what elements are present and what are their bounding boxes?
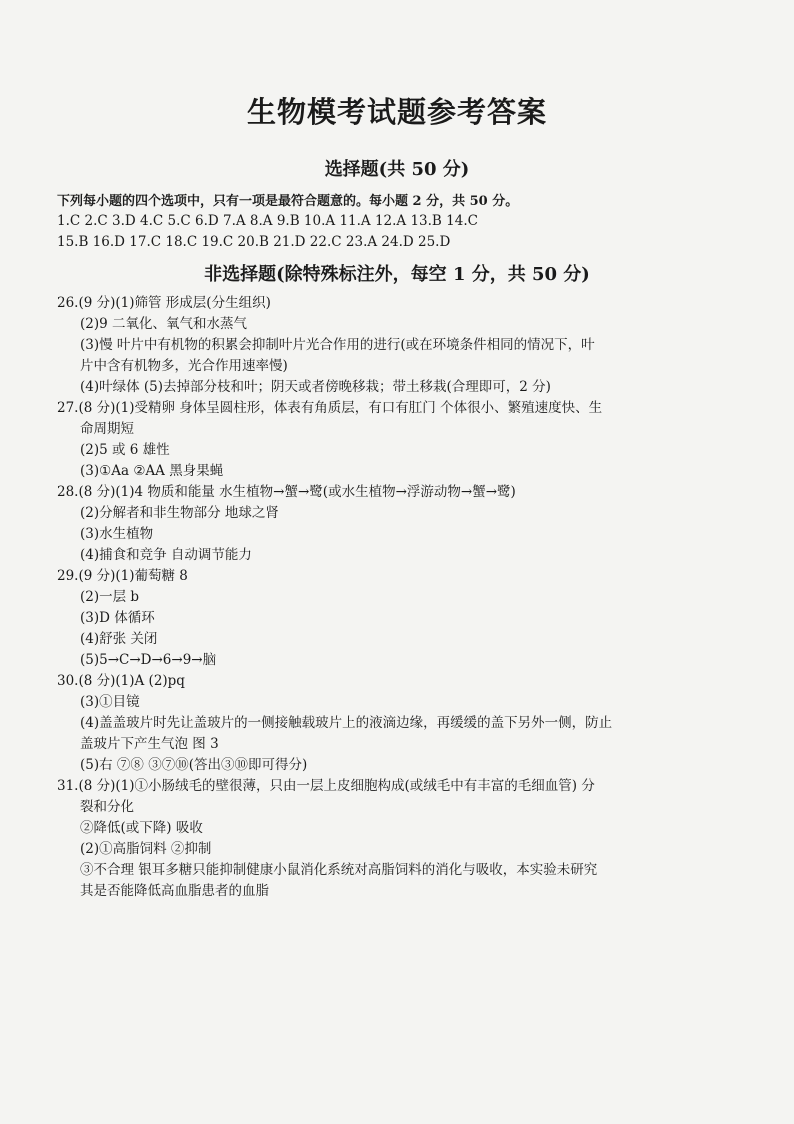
answer-line: (5)右 ⑦⑧ ③⑦⑩(答出③⑩即可得分) [80,757,308,773]
answer-line: 29.(9 分)(1)葡萄糖 8 [57,568,188,584]
answer-line: 27.(8 分)(1)受精卵 身体呈圆柱形，体表有角质层，有口有肛门 个体很小、繁殖速度快、生 [57,400,603,416]
answer-line: (2)9 二氧化、氧气和水蒸气 [80,316,248,332]
answer-line: (3)①目镜 [80,694,140,710]
page-title: 生物模考试题参考答案 [246,95,547,129]
answer-line: 盖玻片下产生气泡 图 3 [80,736,219,752]
answer-line: (4)叶绿体 (5)去掉部分枝和叶；阴天或者傍晚移栽；带土移栽(合理即可，2 分) [80,379,551,395]
answer-line: 片中含有机物多，光合作用速率慢) [80,358,288,374]
answer-line: 其是否能降低高血脂患者的血脂 [80,883,269,899]
answer-line: (4)盖盖玻片时先让盖玻片的一侧接触载玻片上的液滴边缘，再缓缓的盖下另外一侧，防止 [80,715,613,731]
answer-line: (2)5 或 6 雄性 [80,442,170,458]
answer-line: ③不合理 银耳多糖只能抑制健康小鼠消化系统对高脂饲料的消化与吸收，本实验未研究 [80,862,598,878]
multiple-choice-answers-row-1: 1.C 2.C 3.D 4.C 5.C 6.D 7.A 8.A 9.B 10.A 11.A 12.A 13.B 14.C [57,213,478,229]
answer-line: 命周期短 [80,421,134,437]
answer-line: 26.(9 分)(1)筛管 形成层(分生组织) [57,295,271,311]
free-response-answers [57,293,757,902]
answer-line: 31.(8 分)(1)①小肠绒毛的壁很薄，只由一层上皮细胞构成(或绒毛中有丰富的毛细血管) 分 [57,778,595,794]
answer-line: (3)水生植物 [80,526,154,542]
free-response-heading: 非选择题(除特殊标注外，每空 1 分，共 50 分) [204,264,590,285]
answer-line: (4)捕食和竞争 自动调节能力 [80,547,252,563]
answer-line: (2)一层 b [80,589,140,605]
answer-line: (4)舒张 关闭 [80,631,158,647]
multiple-choice-answers-row-2: 15.B 16.D 17.C 18.C 19.C 20.B 21.D 22.C 23.A 24.D 25.D [57,234,451,250]
multiple-choice-heading: 选择题(共 50 分) [324,159,470,180]
answer-line: 30.(8 分)(1)A (2)pq [57,673,185,689]
answer-line: (2)①高脂饲料 ②抑制 [80,841,212,857]
answer-line: 28.(8 分)(1)4 物质和能量 水生植物→蟹→鹭(或水生植物→浮游动物→蟹→鹭) [57,484,516,500]
answer-line: (3)慢 叶片中有机物的积累会抑制叶片光合作用的进行(或在环境条件相同的情况下，叶 [80,337,595,353]
answer-line: (3)①Aa ②AA 黑身果蝇 [80,463,224,479]
answer-line: (5)5→C→D→6→9→脑 [80,652,217,668]
multiple-choice-instruction: 下列每小题的四个选项中，只有一项是最符合题意的。每小题 2 分，共 50 分。 [57,194,519,209]
answer-line: ②降低(或下降) 吸收 [80,820,203,836]
answer-line: 裂和分化 [80,799,134,815]
answer-line: (2)分解者和非生物部分 地球之肾 [80,505,279,521]
answer-line: (3)D 体循环 [80,610,155,626]
